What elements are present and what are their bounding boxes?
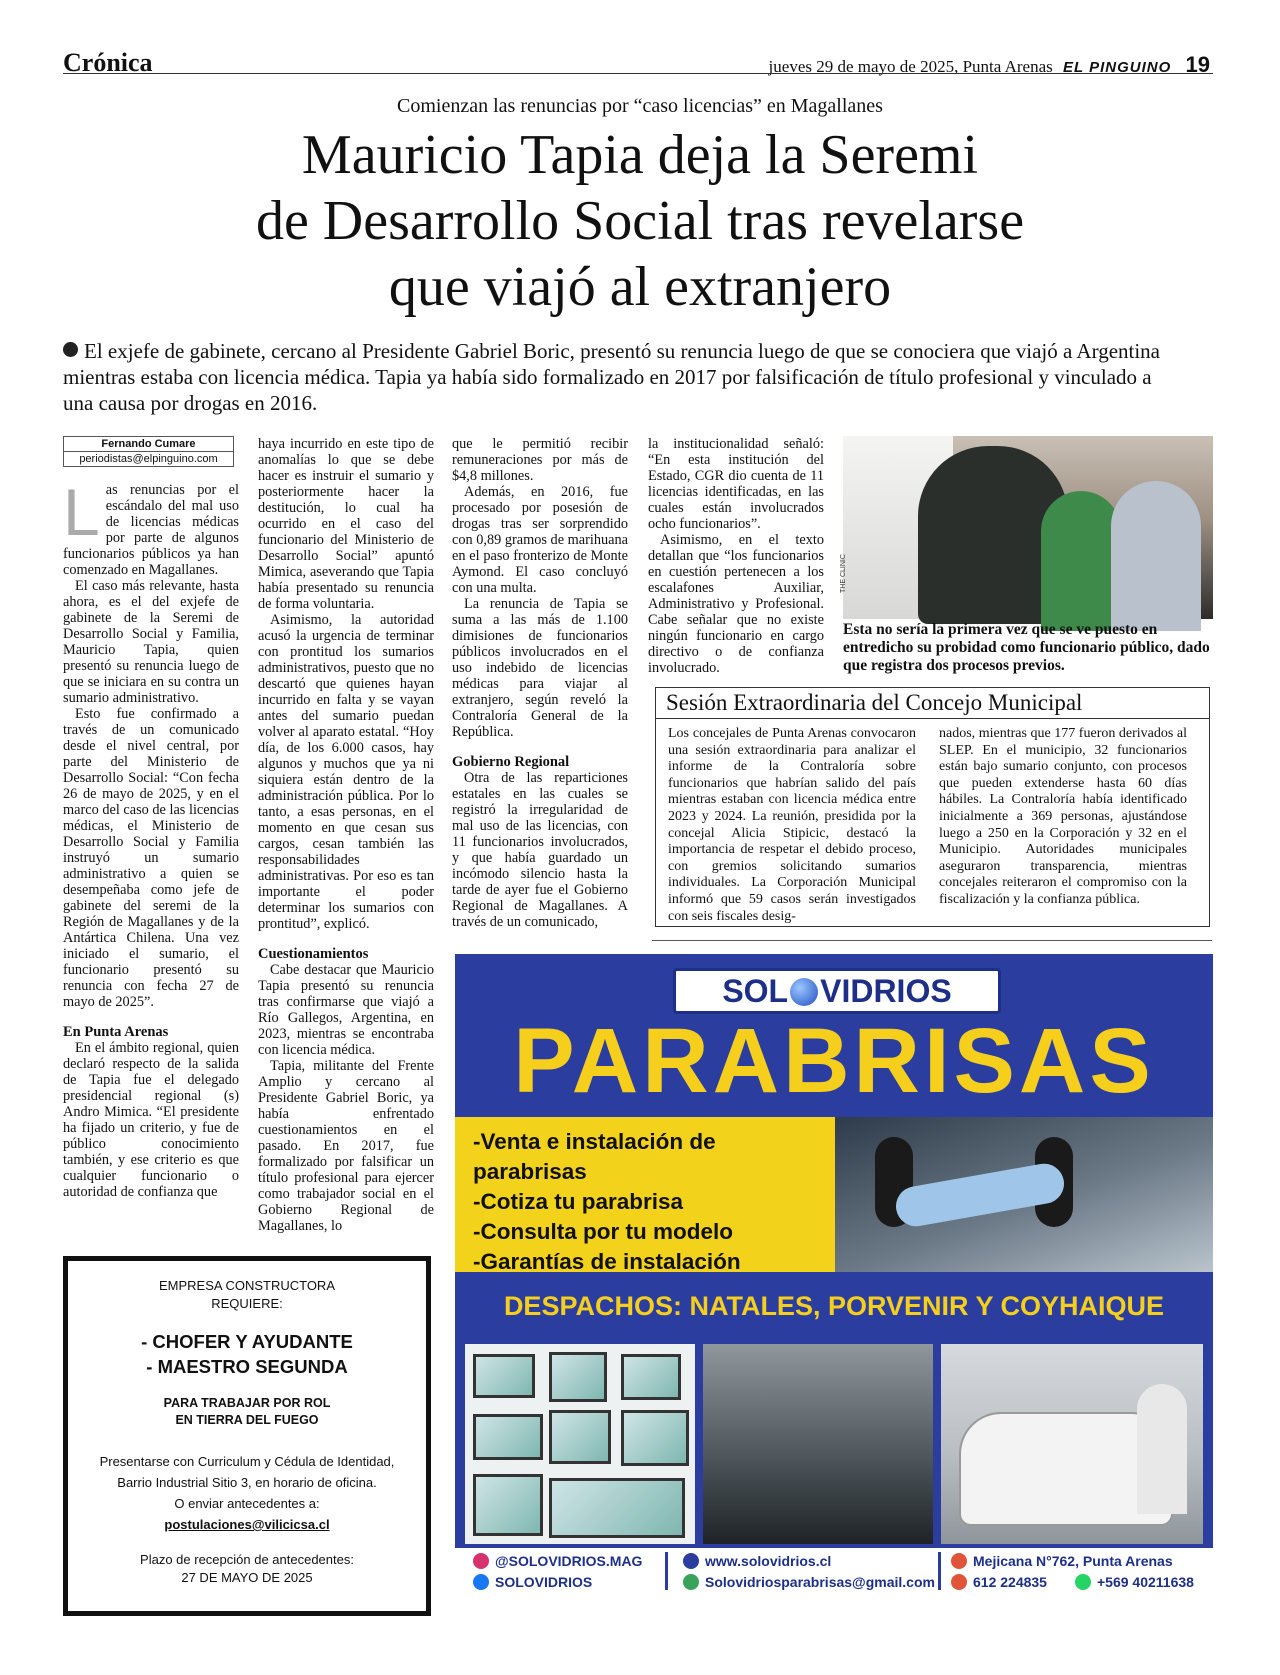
byline bbox=[63, 436, 234, 467]
paragraph: Otra de las reparticiones estatales en las cuales se registró la irregularidad de mal uso de las licencias, con 11 funcionarios involucrados, y que había guardado un incómodo silencio hasta la tarde de ayer fue el Gobierno Regional de Magallanes. A través de un comunicado, bbox=[452, 770, 628, 930]
feature-item: -Garantías de instalación bbox=[473, 1249, 741, 1274]
job-conditions bbox=[68, 1395, 426, 1429]
subheading: Gobierno Regional bbox=[452, 754, 570, 770]
subheading: Cuestionamientos bbox=[258, 946, 369, 962]
article-column-1 bbox=[63, 475, 239, 1200]
person-figure bbox=[1111, 481, 1201, 631]
paragraph: Además, en 2016, fue procesado por posesión de drogas tras ser sorprendido con 0,89 gramos de marihuana en el paso fronterizo de Monte Aymond. El caso concluyó con una multa. bbox=[452, 484, 628, 596]
glass-item bbox=[473, 1414, 543, 1460]
phone-number: 612 224835 bbox=[973, 1574, 1047, 1590]
product-gallery bbox=[465, 1344, 1203, 1544]
sidebar-box bbox=[655, 687, 1210, 927]
newspaper-logo: EL PINGUINO bbox=[1063, 59, 1172, 76]
glass-item bbox=[549, 1478, 685, 1538]
whatsapp-icon bbox=[1075, 1574, 1091, 1590]
page-number: 19 bbox=[1185, 52, 1210, 77]
paragraph: que le permitió recibir remuneraciones por más de $4,8 millones. bbox=[452, 436, 628, 484]
glass-item bbox=[473, 1354, 535, 1398]
date: jueves 29 de mayo de 2025, Punta Arenas bbox=[768, 57, 1053, 76]
paragraph: Asimismo, en el texto detallan que “los funcionarios en cuestión pertenecen a los escalafones Auxiliar, Administrativo y Profesional. Cabe señalar que no existe ningún funcionario en cargo directivo o de confianza involucrado. bbox=[648, 532, 824, 676]
paragraph: haya incurrido en este tipo de anomalías lo que se debe hacer es instruir el sumario y posteriormente hacer la destitución, lo cual ha ocurrido en el caso del funcionario del Ministerio de Desarrollo Social” apuntó Mimica, aseverando que Tapia había presentado su renuncia de forma voluntaria. bbox=[258, 436, 434, 612]
classified-ad bbox=[63, 1256, 431, 1616]
condition-line: PARA TRABAJAR POR ROL bbox=[163, 1396, 331, 1410]
feature-item: -Cotiza tu parabrisa bbox=[473, 1189, 684, 1214]
author-email: periodistas@elpinguino.com bbox=[79, 453, 218, 465]
solovidrios-ad bbox=[455, 954, 1213, 1594]
paragraph: Tapia, militante del Frente Amplio y cercano al Presidente Gabriel Boric, ya había enfrentado cuestionamientos en el pasado. En 2017, fue formalizado por falsificar un título profesional para ejercer como trabajador social en el Gobierno Regional de Magallanes, lo bbox=[258, 1058, 434, 1234]
feature-list bbox=[473, 1127, 741, 1277]
employer-line: EMPRESA CONSTRUCTORA bbox=[158, 1278, 335, 1293]
sidebar-column-1: Los concejales de Punta Arenas convocaron una sesión extraordinaria para analizar el informe de la Contraloría sobre funcionarios que habrían salido del país mientras estaban con licencia médica entre 2023 y 2024. La reunión, presidida por la concejal Alicia Stipicic, destacó la importancia de respetar el debido proceso, con gremios solicitando sumarios individuales. La Corporación Municipal informó que 59 casos serán investigados con seis fiscales desig- bbox=[668, 726, 916, 924]
feature-item: -Consulta por tu modelo bbox=[473, 1219, 733, 1244]
headline-line-2: de Desarrollo Social tras revelarse bbox=[255, 190, 1025, 252]
instagram-handle: @SOLOVIDRIOS.MAG bbox=[495, 1553, 643, 1569]
article-column-3 bbox=[452, 436, 628, 930]
phone-contact[interactable] bbox=[951, 1572, 1047, 1592]
divider bbox=[652, 940, 1212, 941]
headline-line-3: que viajó al extranjero bbox=[388, 256, 892, 318]
sidebar-column-2: nados, mientras que 177 fueron derivados al SLEP. En el municipio, 32 funcionarios están bajo sumario conjunto, con procesos que pueden extenderse hasta 60 días hábiles. La Contraloría había identificado inicialmente a 369 personas, ajustándose luego a 250 en la Corporación y 32 en el Municipio. Autoridades municipales aseguraron transparencia, mientras concejales reiteraron el compromiso con la fiscalización y la confianza pública. bbox=[939, 726, 1187, 907]
article-column-2 bbox=[258, 436, 434, 1234]
glass-item bbox=[621, 1410, 689, 1466]
facebook-contact[interactable] bbox=[473, 1572, 592, 1592]
job-item: - CHOFER Y AYUDANTE bbox=[141, 1331, 353, 1352]
paragraph: La renuncia de Tapia se suma a las más de 1.100 dimisiones de funcionarios públicos involucrados en el uso indebido de licencias médicas para viajar al extranjero, según reveló la Contraloría General de la República. bbox=[452, 596, 628, 740]
mail-icon bbox=[683, 1574, 699, 1590]
feature-item: -Venta e instalación de bbox=[473, 1129, 716, 1154]
job-list bbox=[68, 1329, 426, 1379]
whatsapp-number: +569 40211638 bbox=[1097, 1574, 1194, 1590]
dateline bbox=[769, 52, 1210, 78]
globe-icon bbox=[683, 1553, 699, 1569]
paragraph: la institucionalidad señaló: “En esta institución del Estado, CGR dio cuenta de 11 licencias identificadas, en las cuales están involucrados ocho funcionarios”. bbox=[648, 436, 824, 532]
header-rule bbox=[63, 73, 1213, 74]
article-column-4 bbox=[648, 436, 824, 676]
address-contact bbox=[951, 1551, 1173, 1571]
windshield-catalog-photo bbox=[465, 1344, 695, 1544]
photo-caption: Esta no sería la primera vez que se ve puesto en entredicho su probidad como funcionario público, dado que registra dos procesos previos. bbox=[843, 621, 1210, 674]
website-contact[interactable] bbox=[683, 1551, 831, 1571]
info-line: Presentarse con Curriculum y Cédula de Identidad, bbox=[99, 1454, 395, 1469]
paragraph: Cabe destacar que Mauricio Tapia presentó su renuncia tras confirmarse que viajó a Río Gallegos, Argentina, en 2023, mientras se encontraba con licencia médica. bbox=[258, 962, 434, 1058]
section-title: Crónica bbox=[63, 48, 153, 77]
employer-line: REQUIERE: bbox=[211, 1296, 283, 1311]
email-contact[interactable] bbox=[683, 1572, 935, 1592]
facebook-icon bbox=[473, 1574, 489, 1590]
deadline-line: 27 DE MAYO DE 2025 bbox=[181, 1570, 313, 1585]
paragraph: Asimismo, la autoridad acusó la urgencia de terminar con prontitud los sumarios administrativos, puesto que no descartó que quienes hayan incurrido en falta y se vayan antes del sumario puedan volver al aparato estatal. “Hoy día, de los 6.000 casos, hay algunos y muchos que ya ni siquiera están dentro de la administración pública. Por lo tanto, a esas personas, en el momento en que cesan sus cargos, cesan también las responsabilidades administrativas. Por eso es tan importante el poder determinar los sumarios con prontitud”, explicó. bbox=[258, 612, 434, 932]
drop-cap: L bbox=[63, 475, 100, 549]
job-item: - MAESTRO SEGUNDA bbox=[146, 1356, 348, 1377]
logo-text: SOL bbox=[722, 973, 789, 1009]
facebook-handle: SOLOVIDRIOS bbox=[495, 1574, 593, 1590]
car-installation-photo bbox=[941, 1344, 1203, 1544]
paragraph: El caso más relevante, hasta ahora, es el del exjefe de gabinete de la Seremi de Desarrollo Social y Familia, Mauricio Tapia, quien presentó su renuncia luego de que se iniciara en su contra un sumario administrativo. bbox=[63, 578, 239, 706]
address-text: Mejicana N°762, Punta Arenas bbox=[973, 1553, 1173, 1569]
glass-item bbox=[621, 1354, 681, 1400]
whatsapp-contact[interactable] bbox=[1075, 1572, 1194, 1592]
glass-item bbox=[549, 1352, 607, 1402]
contact-bar bbox=[455, 1548, 1213, 1594]
sidebar-title: Sesión Extraordinaria del Concejo Municipal bbox=[656, 688, 1209, 719]
article-photo bbox=[840, 436, 1213, 619]
features-panel bbox=[455, 1117, 1213, 1272]
employer bbox=[68, 1277, 426, 1313]
logo-text: VIDRIOS bbox=[820, 973, 952, 1009]
installation-photo bbox=[835, 1117, 1213, 1272]
info-line: Barrio Industrial Sitio 3, en horario de oficina. bbox=[117, 1475, 377, 1490]
location-icon bbox=[951, 1553, 967, 1569]
bullet-icon bbox=[63, 342, 78, 357]
deadline-line: Plazo de recepción de antecedentes: bbox=[140, 1552, 354, 1567]
info-line: O enviar antecedentes a: bbox=[174, 1496, 320, 1511]
worker-figure bbox=[1137, 1384, 1187, 1514]
deadline bbox=[68, 1551, 426, 1587]
person-figure bbox=[1041, 491, 1121, 631]
website-url: www.solovidrios.cl bbox=[705, 1553, 832, 1569]
feature-item: parabrisas bbox=[473, 1159, 587, 1184]
phone-icon bbox=[951, 1574, 967, 1590]
subheading: En Punta Arenas bbox=[63, 1024, 169, 1040]
photo-credit: THE CLINIC bbox=[840, 554, 847, 593]
globe-icon bbox=[790, 978, 818, 1006]
kicker: Comienzan las renuncias por “caso licencias” en Magallanes bbox=[397, 95, 883, 117]
paragraph: Esto fue confirmado a través de un comunicado desde el nivel central, por parte del Ministerio de Desarrollo Social: “Con fecha 26 de mayo de 2025, y en el marco del caso de las licencias médicas, el Ministerio de Desarrollo Social y Familia instruyó un sumario administrativo a quien se desempeñaba como jefe de gabinete del seremi de la Región de Magallanes y de la Antártica Chilena. Una vez iniciado el sumario, el funcionario presentó su renuncia con fecha 27 de mayo de 2025”. bbox=[63, 706, 239, 1010]
condition-line: EN TIERRA DEL FUEGO bbox=[175, 1413, 319, 1427]
rainy-windshield-photo bbox=[703, 1344, 933, 1544]
separator bbox=[665, 1552, 668, 1590]
paragraph: as renuncias por el escándalo del mal uso de licencias médicas por parte de algunos funcionarios públicos ya han comenzado en Magallanes. bbox=[63, 482, 239, 578]
application-email[interactable]: postulaciones@vilicicsa.cl bbox=[164, 1517, 330, 1532]
separator bbox=[938, 1552, 941, 1590]
headline-line-1: Mauricio Tapia deja la Seremi bbox=[301, 124, 979, 186]
headline bbox=[120, 122, 1160, 320]
author-name: Fernando Cumare bbox=[64, 437, 233, 452]
deck-text: El exjefe de gabinete, cercano al Presidente Gabriel Boric, presentó su renuncia luego de que se conociera que viajó a Argentina mientras estaba con licencia médica. Tapia ya había sido formalizado en 2017 por falsificación de título profesional y vinculado a una causa por drogas en 2016. bbox=[63, 339, 1161, 415]
instagram-icon bbox=[473, 1553, 489, 1569]
glass-item bbox=[473, 1474, 543, 1536]
ad-title: PARABRISAS bbox=[513, 1010, 1155, 1112]
email-address: Solovidriosparabrisas@gmail.com bbox=[705, 1574, 935, 1590]
instagram-contact[interactable] bbox=[473, 1551, 642, 1571]
deck bbox=[63, 338, 1183, 416]
dispatch-banner: DESPACHOS: NATALES, PORVENIR Y COYHAIQUE bbox=[503, 1291, 1165, 1321]
glass-item bbox=[549, 1410, 611, 1464]
paragraph: En el ámbito regional, quien declaró respecto de la salida de Tapia fue el delegado presidencial regional (s) Andro Mimica. “El presidente ha fijado un criterio, y fue de público conocimiento también, y ese criterio es que cualquier funcionario o autoridad de confianza que bbox=[63, 1040, 239, 1200]
application-info bbox=[68, 1451, 426, 1535]
